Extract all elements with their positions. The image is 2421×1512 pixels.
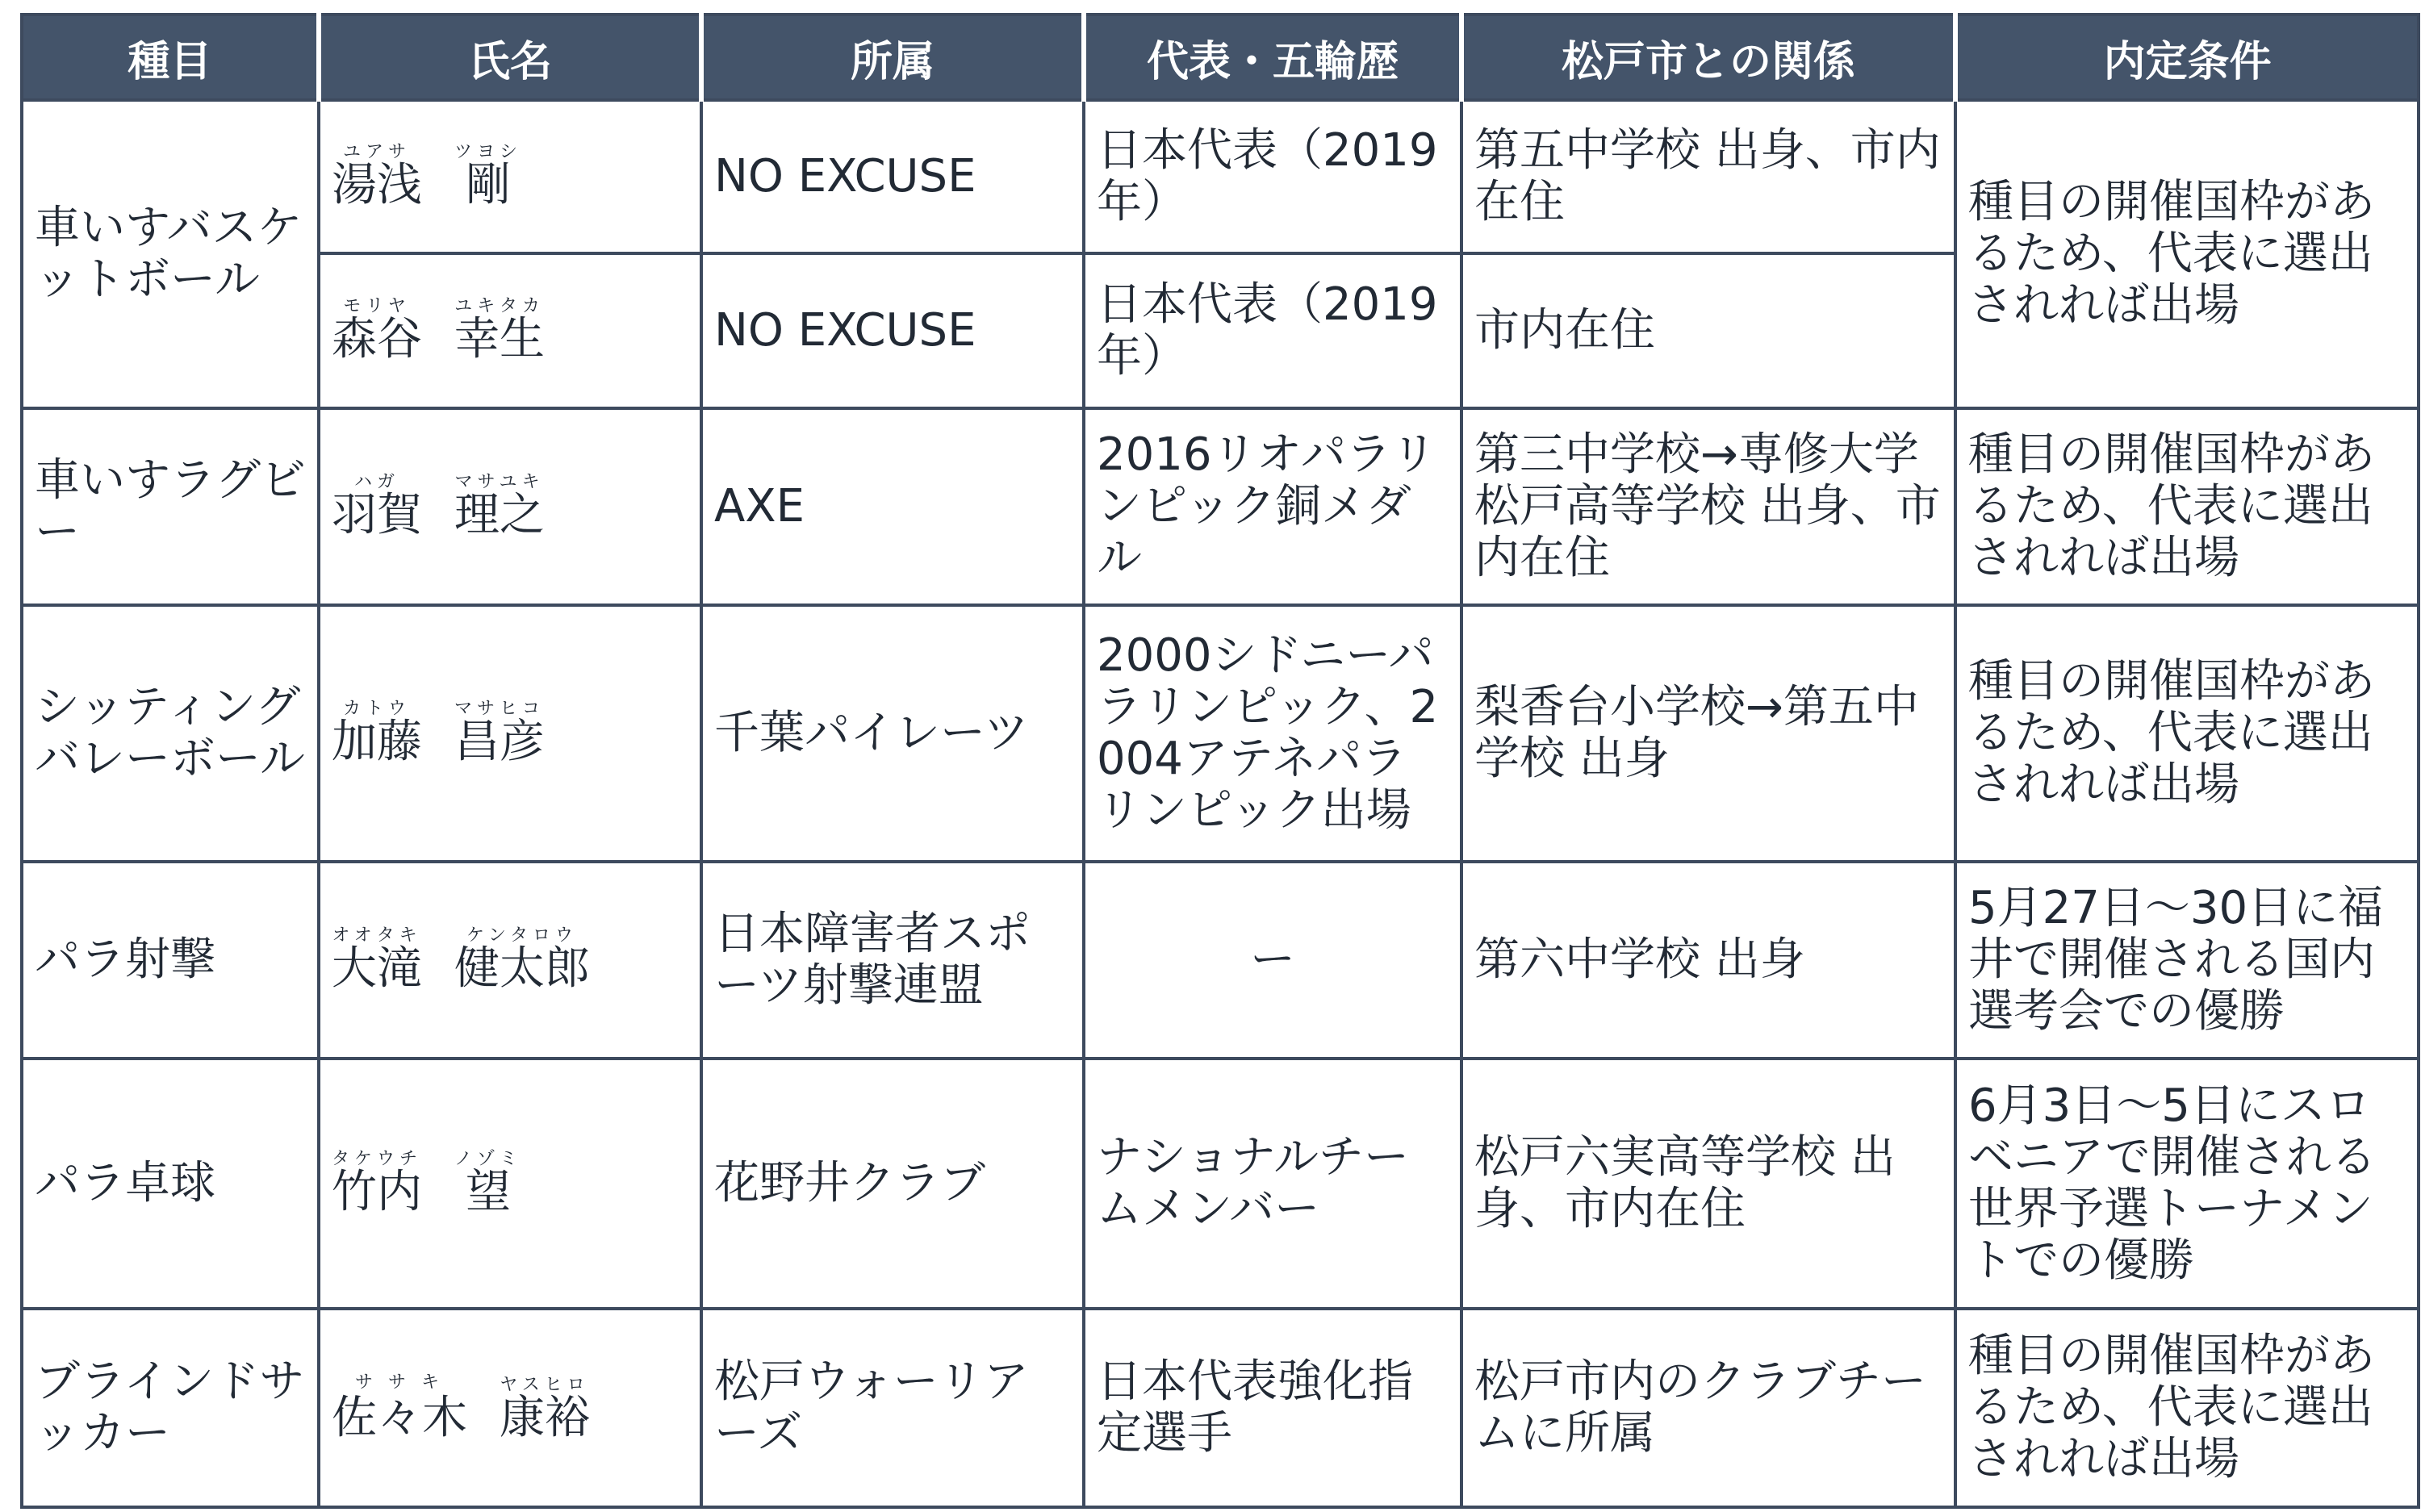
header-relation: 松戸市との関係: [1461, 15, 1955, 100]
team-cell: 松戸ウォーリアーズ: [701, 1309, 1084, 1507]
given-name: 健太郎ケンタロウ: [454, 925, 590, 995]
header-row: [22, 15, 2419, 100]
name-cell: [319, 1059, 701, 1309]
table-row: [22, 605, 2419, 862]
relation-cell: 第六中学校 出身: [1461, 862, 1955, 1059]
sport-cell: パラ卓球: [22, 1059, 319, 1309]
condition-cell: 種目の開催国枠があるため、代表に選出されれば出場: [1955, 100, 2419, 408]
sport-cell: 車いすバスケットボール: [22, 100, 319, 408]
record-cell: 日本代表（2019年）: [1084, 100, 1461, 253]
record-cell: 2000シドニーパラリンピック、2004アテネパラリンピック出場: [1084, 605, 1461, 862]
surname: 加藤カトウ: [332, 699, 422, 768]
relation-cell: 第五中学校 出身、市内在住: [1461, 100, 1955, 253]
header-record: 代表・五輪歴: [1084, 15, 1461, 100]
name-cell: [319, 605, 701, 862]
surname: 竹内タケウチ: [332, 1149, 423, 1218]
table-row: [22, 1309, 2419, 1507]
name-cell: [319, 862, 701, 1059]
sport-cell: ブラインドサッカー: [22, 1309, 319, 1507]
condition-cell: 種目の開催国枠があるため、代表に選出されれば出場: [1955, 605, 2419, 862]
surname: 羽賀ハガ: [332, 472, 422, 541]
table-row: [22, 408, 2419, 605]
name-cell: [319, 253, 701, 408]
header-name: 氏名: [319, 15, 701, 100]
table-row: [22, 100, 2419, 253]
surname: 湯浅ユアサ: [332, 142, 422, 211]
surname: 佐々木サ サ キ: [332, 1372, 467, 1444]
table-row: [22, 1059, 2419, 1309]
team-cell: 千葉パイレーツ: [701, 605, 1084, 862]
sport-cell: パラ射撃: [22, 862, 319, 1059]
given-name: 康裕ヤスヒロ: [500, 1374, 590, 1444]
team-cell: NO EXCUSE: [701, 253, 1084, 408]
name-cell: [319, 1309, 701, 1507]
team-cell: NO EXCUSE: [701, 100, 1084, 253]
header-sport: 種目: [22, 15, 319, 100]
condition-cell: 種目の開催国枠があるため、代表に選出されれば出場: [1955, 408, 2419, 605]
given-name: 理之マサユキ: [454, 472, 545, 541]
relation-cell: 市内在住: [1461, 253, 1955, 408]
name-cell: [319, 408, 701, 605]
condition-cell: 6月3日～5日にスロベニアで開催される世界予選トーナメントでの優勝: [1955, 1059, 2419, 1309]
relation-cell: 梨香台小学校→第五中学校 出身: [1461, 605, 1955, 862]
athlete-table-container: [20, 13, 2420, 1509]
header-team: 所属: [701, 15, 1084, 100]
record-cell: 日本代表強化指定選手: [1084, 1309, 1461, 1507]
team-cell: 日本障害者スポーツ射撃連盟: [701, 862, 1084, 1059]
surname: 森谷モリヤ: [332, 296, 422, 365]
name-cell: [319, 100, 701, 253]
condition-cell: 5月27日～30日に福井で開催される国内選考会での優勝: [1955, 862, 2419, 1059]
record-cell: ー: [1084, 862, 1461, 1059]
record-cell: 日本代表（2019年）: [1084, 253, 1461, 408]
record-cell: ナショナルチームメンバー: [1084, 1059, 1461, 1309]
relation-cell: 第三中学校→専修大学松戸高等学校 出身、市内在住: [1461, 408, 1955, 605]
given-name: 幸生ユキタカ: [454, 296, 545, 365]
sport-cell: シッティングバレーボール: [22, 605, 319, 862]
condition-cell: 種目の開催国枠があるため、代表に選出されれば出場: [1955, 1309, 2419, 1507]
relation-cell: 松戸市内のクラブチームに所属: [1461, 1309, 1955, 1507]
given-name: 剛ツヨシ: [454, 142, 523, 211]
record-cell: 2016リオパラリンピック銅メダル: [1084, 408, 1461, 605]
table-row: [22, 862, 2419, 1059]
relation-cell: 松戸六実高等学校 出身、市内在住: [1461, 1059, 1955, 1309]
team-cell: AXE: [701, 408, 1084, 605]
surname: 大滝オオタキ: [332, 925, 422, 995]
given-name: 望ノゾミ: [454, 1149, 523, 1218]
sport-cell: 車いすラグビー: [22, 408, 319, 605]
given-name: 昌彦マサヒコ: [454, 699, 546, 768]
team-cell: 花野井クラブ: [701, 1059, 1084, 1309]
athlete-table: [20, 13, 2420, 1509]
header-condition: 内定条件: [1955, 15, 2419, 100]
